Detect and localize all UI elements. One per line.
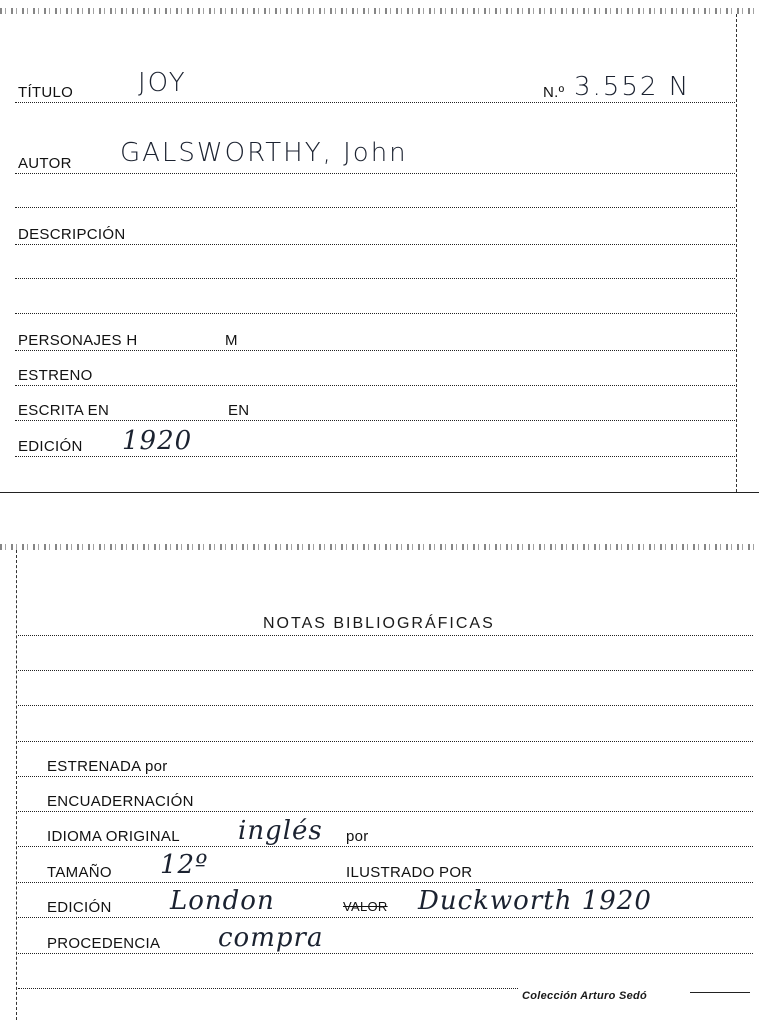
- personajes-m-label: M: [225, 332, 238, 349]
- numero-value: 3.552 N: [574, 72, 691, 102]
- tamano-line: [18, 882, 753, 883]
- idioma-line: [18, 846, 753, 847]
- descripcion-line-3: [15, 313, 735, 314]
- autor-line-2: [15, 207, 735, 208]
- procedencia-line: [18, 953, 753, 954]
- edicion-label: EDICIÓN: [18, 438, 83, 455]
- bottom-line: [18, 988, 518, 989]
- catalog-card-front: [0, 0, 759, 494]
- credit-rule: [690, 992, 750, 993]
- titulo-line: [15, 102, 735, 103]
- notas-line-3: [18, 705, 753, 706]
- encuadernacion-label: ENCUADERNACIÓN: [47, 793, 194, 810]
- autor-value: GALSWORTHY, John: [120, 138, 408, 168]
- numero-label: N.º: [543, 84, 565, 101]
- edicion-value: 1920: [122, 426, 193, 456]
- notas-line-2: [18, 670, 753, 671]
- estreno-label: ESTRENO: [18, 367, 93, 384]
- autor-line: [15, 173, 735, 174]
- edicion-place-value: London: [170, 886, 275, 916]
- titulo-label: TÍTULO: [18, 84, 74, 101]
- escrita-label: ESCRITA EN: [18, 402, 110, 419]
- edicion-back-line: [18, 917, 753, 918]
- escrita-line: [15, 420, 735, 421]
- notas-line-4: [18, 741, 753, 742]
- card-top-edge: [0, 544, 759, 550]
- escrita-en-label: EN: [228, 402, 250, 419]
- edicion-back-label: EDICIÓN: [47, 899, 112, 916]
- collection-credit: Colección Arturo Sedó: [522, 990, 648, 1002]
- estrenada-label: ESTRENADA por: [47, 758, 168, 775]
- notas-heading: NOTAS BIBLIOGRÁFICAS: [263, 615, 495, 632]
- idioma-value: inglés: [238, 816, 323, 846]
- titulo-value: JOY: [138, 68, 187, 98]
- estreno-line: [15, 385, 735, 386]
- descripcion-line-2: [15, 278, 735, 279]
- card-right-border: [736, 14, 737, 492]
- card-left-border: [16, 550, 17, 1020]
- valor-label: VALOR: [343, 899, 388, 914]
- autor-label: AUTOR: [18, 155, 72, 172]
- notas-line-1: [18, 635, 753, 636]
- ilustrado-label: ILUSTRADO POR: [346, 864, 473, 881]
- estrenada-line: [18, 776, 753, 777]
- edicion-publisher-value: Duckworth 1920: [418, 886, 652, 916]
- idioma-por-label: por: [346, 828, 369, 845]
- catalog-card-back: [0, 540, 759, 1028]
- personajes-label: PERSONAJES H: [18, 332, 138, 349]
- tamano-label: TAMAÑO: [47, 864, 112, 881]
- personajes-line: [15, 350, 735, 351]
- edicion-line: [15, 456, 735, 457]
- descripcion-line-1: [15, 244, 735, 245]
- card-top-edge: [0, 8, 759, 14]
- encuadernacion-line: [18, 811, 753, 812]
- card-bottom-border: [0, 492, 759, 493]
- procedencia-value: compra: [218, 923, 324, 953]
- descripcion-label: DESCRIPCIÓN: [18, 226, 126, 243]
- idioma-label: IDIOMA ORIGINAL: [47, 828, 180, 845]
- tamano-value: 12º: [160, 850, 209, 880]
- procedencia-label: PROCEDENCIA: [47, 935, 161, 952]
